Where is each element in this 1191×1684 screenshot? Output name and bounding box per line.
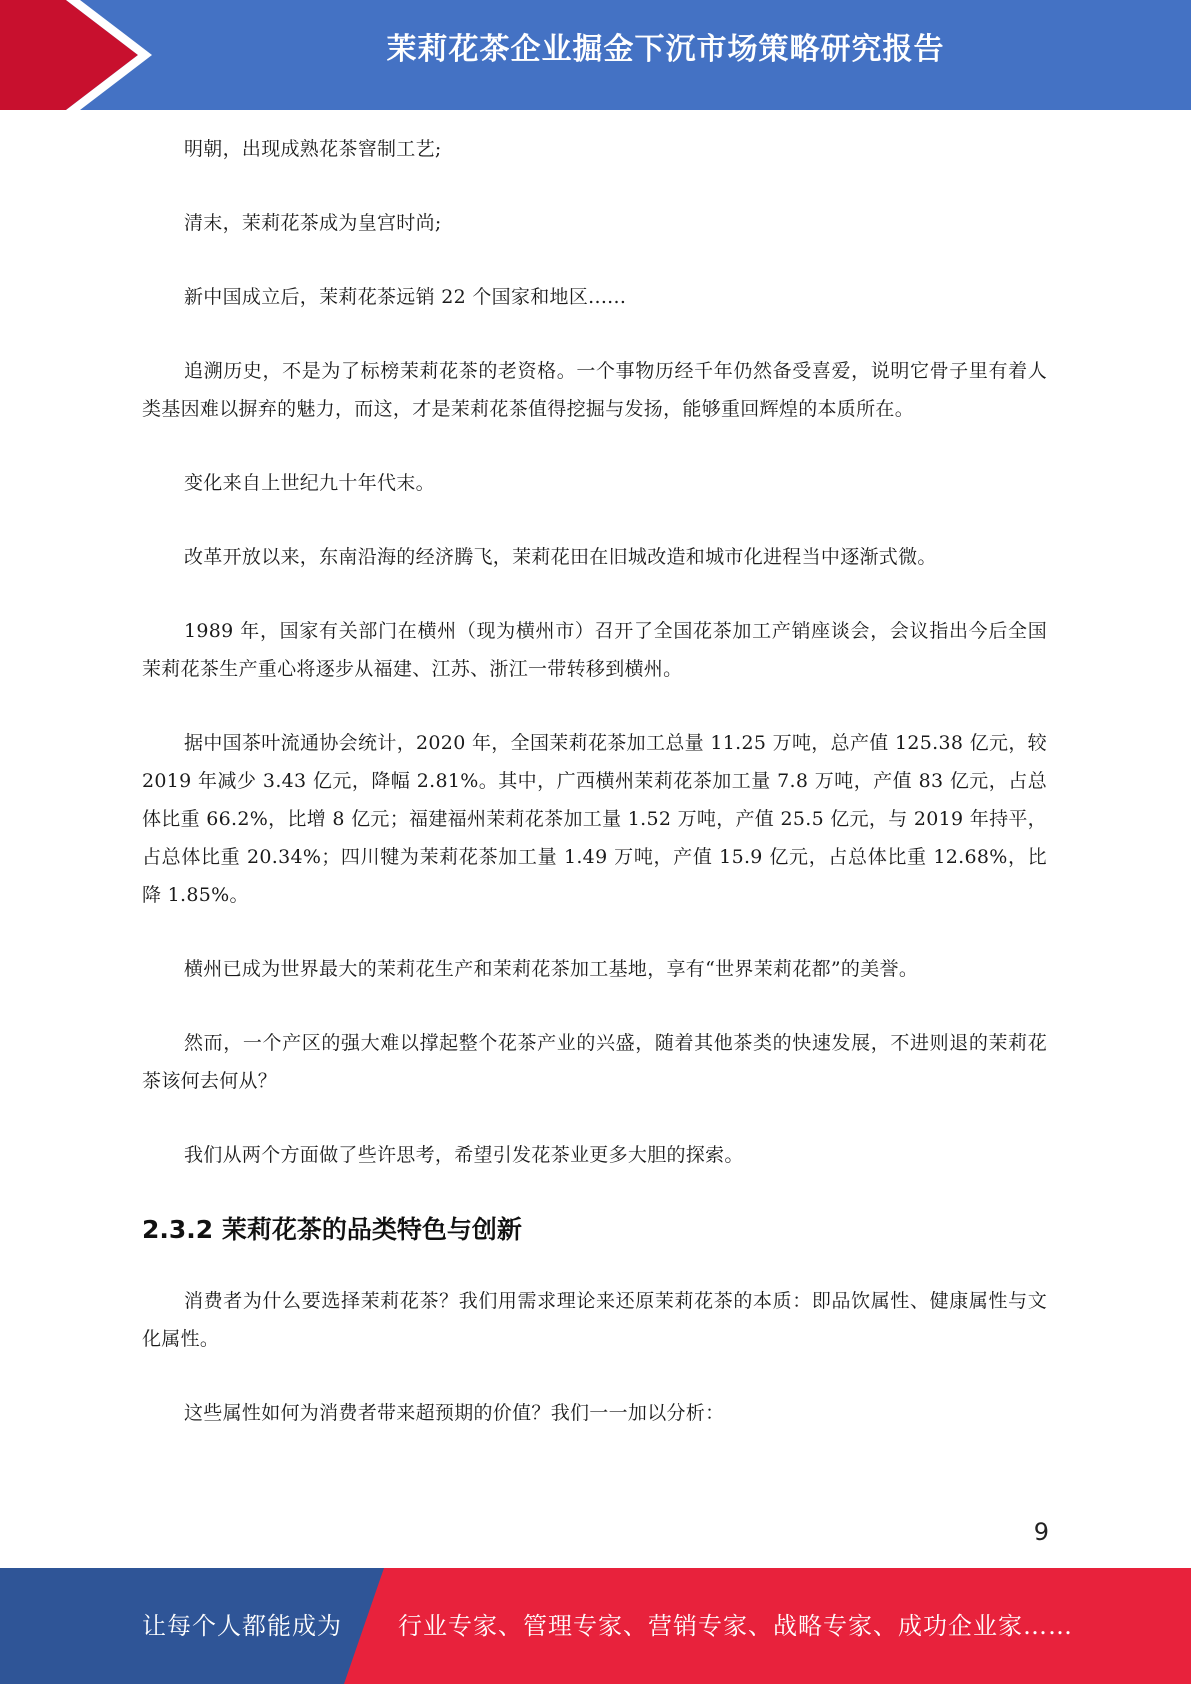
page-header xyxy=(0,0,1191,110)
page-footer xyxy=(0,1568,1191,1684)
body-paragraph: 据中国茶叶流通协会统计，2020 年，全国茉莉花茶加工总量 11.25 万吨，总产值 125.38 亿元，较 2019 年减少 3.43 亿元，降幅 2.81%。其中，广西横州茉莉花茶加工量 7.8 万吨，产值 83 亿元，占总体比重 66.2%，比增 8 亿元；福建福州茉莉花茶加工量 1.52 万吨，产值 25.5 亿元，与 2019 年持平，占总体比重 20.34%；四川犍为茉莉花茶加工量 1.49 万吨，产值 15.9 亿元，占总体比重 12.68%，比降 1.85%。 xyxy=(142,732,1047,906)
page-number: 9 xyxy=(1033,1518,1049,1546)
footer-slogan-left: 让每个人都能成为 xyxy=(142,1612,342,1640)
body-paragraph: 1989 年，国家有关部门在横州（现为横州市）召开了全国花茶加工产销座谈会，会议指出今后全国茉莉花茶生产重心将逐步从福建、江苏、浙江一带转移到横州。 xyxy=(142,620,1047,680)
body-paragraph: 然而，一个产区的强大难以撑起整个花茶产业的兴盛，随着其他茶类的快速发展，不进则退的茉莉花茶该何去何从？ xyxy=(142,1032,1047,1092)
body-paragraph: 消费者为什么要选择茉莉花茶？我们用需求理论来还原茉莉花茶的本质：即品饮属性、健康属性与文化属性。 xyxy=(142,1290,1047,1350)
report-title: 茉莉花茶企业掘金下沉市场策略研究报告 xyxy=(386,32,945,67)
footer-slogan-right: 行业专家、管理专家、营销专家、战略专家、成功企业家…… xyxy=(398,1612,1073,1640)
body-paragraph: 这些属性如何为消费者带来超预期的价值？我们一一加以分析： xyxy=(184,1402,725,1424)
body-paragraph: 追溯历史，不是为了标榜茉莉花茶的老资格。一个事物历经千年仍然备受喜爱，说明它骨子里有着人类基因难以摒弃的魅力，而这，才是茉莉花茶值得挖掘与发扬，能够重回辉煌的本质所在。 xyxy=(142,360,1047,420)
body-paragraph: 横州已成为世界最大的茉莉花生产和茉莉花茶加工基地，享有“世界茉莉花都”的美誉。 xyxy=(184,958,919,980)
body-paragraph: 新中国成立后，茉莉花茶远销 22 个国家和地区...... xyxy=(184,286,627,308)
body-paragraph: 我们从两个方面做了些许思考，希望引发花茶业更多大胆的探索。 xyxy=(184,1144,744,1166)
body-paragraph: 明朝，出现成熟花茶窨制工艺; xyxy=(184,138,442,160)
page-body xyxy=(142,130,1047,1468)
body-paragraph: 变化来自上世纪九十年代末。 xyxy=(184,472,435,494)
body-paragraph: 清末，茉莉花茶成为皇宫时尚; xyxy=(184,212,442,234)
body-paragraph: 改革开放以来，东南沿海的经济腾飞，茉莉花田在旧城改造和城市化进程当中逐渐式微。 xyxy=(184,546,937,568)
section-heading: 2.3.2 茉莉花茶的品类特色与创新 xyxy=(142,1215,522,1244)
header-arrow-decoration xyxy=(0,0,160,110)
